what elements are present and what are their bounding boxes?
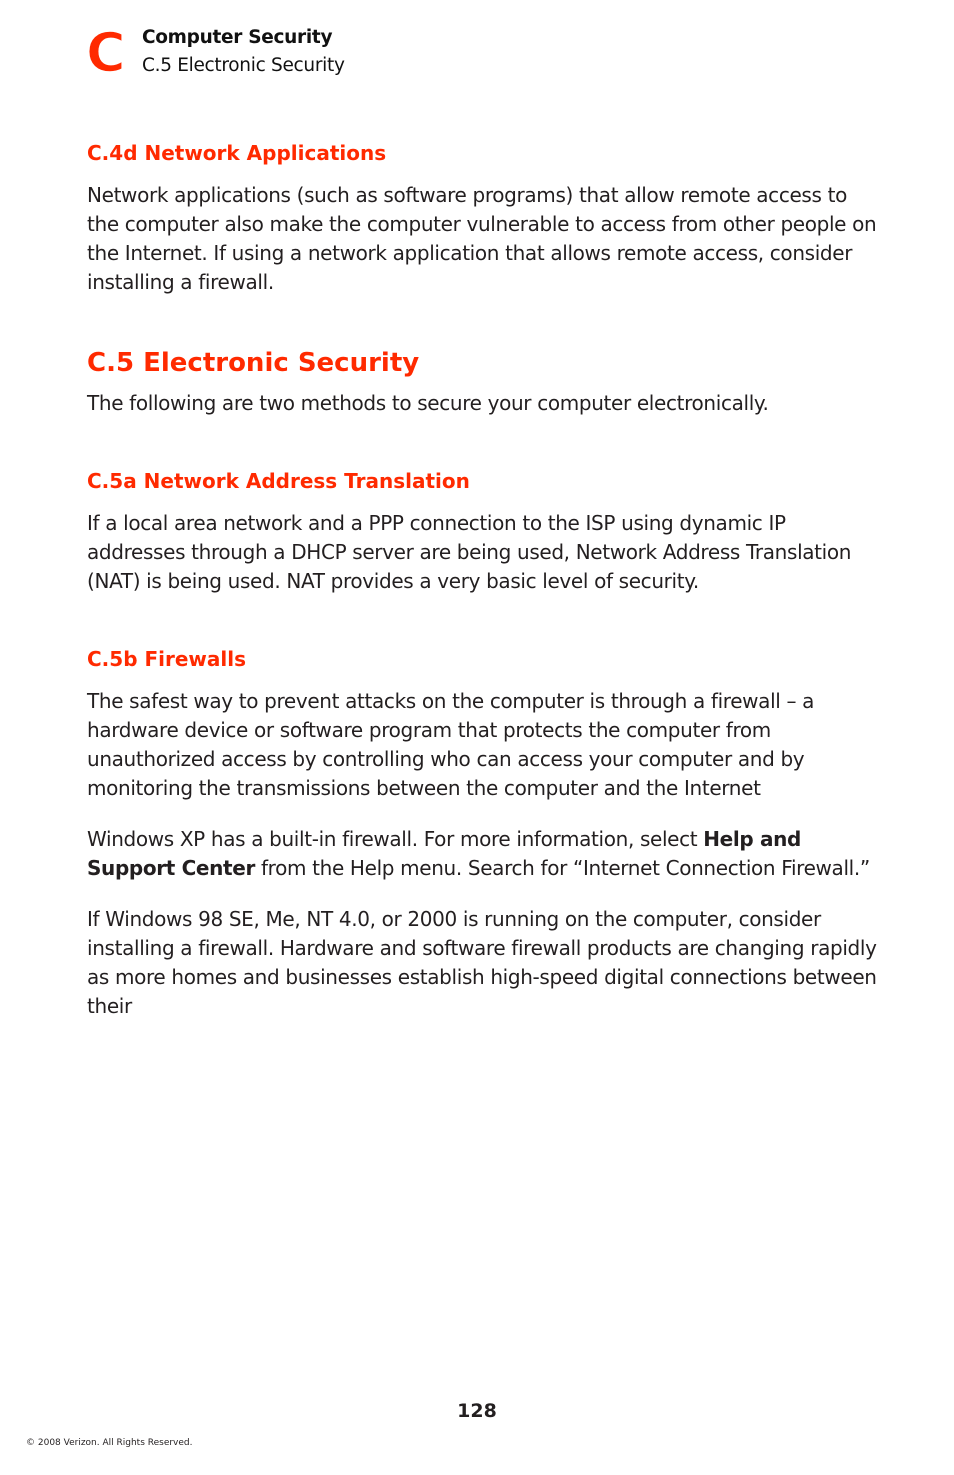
chapter-title: Computer Security [142,27,333,48]
page-content [87,140,877,1021]
chapter-letter-logo: C [86,21,126,84]
paragraph-c5b-2-post: from the Help menu. Search for “Internet Connection Firewall.” [254,856,870,880]
page-number: 128 [457,1400,497,1422]
heading-c5b: C.5b Firewalls [87,647,247,671]
heading-c4d: C.4d Network Applications [87,141,387,165]
paragraph-c5b-2 [87,825,877,883]
heading-c5: C.5 Electronic Security [87,348,420,378]
help-center-reference: Help and Support Center [87,827,801,880]
paragraph-c5b-3: If Windows 98 SE, Me, NT 4.0, or 2000 is running on the computer, consider installing a firewall. Hardware and software firewall products are changing rapidly as more homes and businesses establish high-speed digital connections between their [87,907,877,1018]
paragraph-c5b-1: The safest way to prevent attacks on the computer is through a firewall – a hardware device or software program that protects the computer from unauthorized access by controlling who can access your computer and by monitoring the transmissions between the computer and the Internet [87,689,815,800]
paragraph-c5: The following are two methods to secure your computer electronically. [87,391,769,415]
section-subtitle: C.5 Electronic Security [142,55,345,76]
paragraph-c4d: Network applications (such as software programs) that allow remote access to the computer also make the computer vulnerable to access from other people on the Internet. If using a network application that allows remote access, consider installing a firewall. [87,183,877,294]
copyright-notice: © 2008 Verizon. All Rights Reserved. [26,1438,193,1448]
page-header [86,21,486,84]
paragraph-c5a: If a local area network and a PPP connection to the ISP using dynamic IP addresses through a DHCP server are being used, Network Address Translation (NAT) is being used. NAT provides a very basic level of security. [87,511,852,593]
heading-c5a: C.5a Network Address Translation [87,469,470,493]
paragraph-c5b-2-pre: Windows XP has a built-in firewall. For more information, select [87,827,704,851]
